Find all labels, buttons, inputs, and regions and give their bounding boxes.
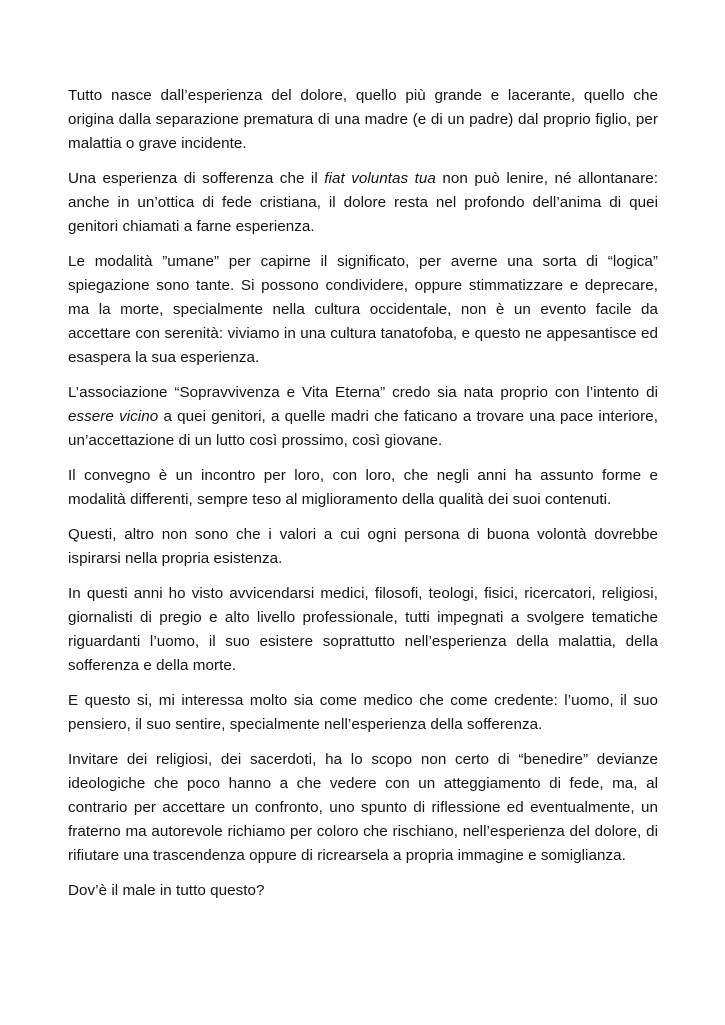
paragraph-italic-text: fiat voluntas tua	[324, 170, 436, 187]
paragraph-1	[68, 84, 658, 156]
paragraph-4	[68, 381, 658, 453]
paragraph-text: L’associazione “Sopravvivenza e Vita Eterna” credo sia nata proprio con l’intento di	[68, 384, 658, 401]
paragraph-text: non può lenire, né allontanare: anche in un’ottica di fede cristiana, il dolore resta nel profondo dell’anima di quei genitori chiamati a farne esperienza.	[68, 170, 658, 235]
paragraph-3	[68, 250, 658, 370]
paragraph-8	[68, 689, 658, 737]
paragraph-7	[68, 582, 658, 678]
paragraph-italic-text: essere vicino	[68, 408, 159, 425]
paragraph-6	[68, 523, 658, 571]
paragraph-text: a quei genitori, a quelle madri che faticano a trovare una pace interiore, un’accettazione di un lutto così prossimo, così giovane.	[68, 408, 658, 449]
paragraph-text: Questi, altro non sono che i valori a cui ogni persona di buona volontà dovrebbe ispirarsi nella propria esistenza.	[68, 526, 658, 567]
paragraph-text: E questo si, mi interessa molto sia come medico che come credente: l’uomo, il suo pensiero, il suo sentire, specialmente nell’esperienza della sofferenza.	[68, 692, 658, 733]
paragraph-text: In questi anni ho visto avvicendarsi medici, filosofi, teologi, fisici, ricercatori, religiosi, giornalisti di pregio e alto livello professionale, tutti impegnati a svolgere tematiche riguardanti l’uomo, il suo esistere soprattutto nell’esperienza della malattia, della sofferenza e della morte.	[68, 585, 658, 674]
paragraph-5	[68, 464, 658, 512]
paragraph-text: Le modalità ”umane” per capirne il significato, per averne una sorta di “logica” spiegazione sono tante. Si possono condividere, oppure stimmatizzare e deprecare, ma la morte, specialmente nella cultura occidentale, non è un evento facile da accettare con serenità: viviamo in una cultura tanatofoba, e questo ne appesantisce ed esaspera la sua esperienza.	[68, 253, 658, 366]
document-body	[68, 84, 658, 903]
paragraph-10	[68, 879, 658, 903]
paragraph-2	[68, 167, 658, 239]
paragraph-text: Tutto nasce dall’esperienza del dolore, quello più grande e lacerante, quello che origina dalla separazione prematura di una madre (e di un padre) dal proprio figlio, per malattia o grave incidente.	[68, 87, 658, 152]
paragraph-9	[68, 748, 658, 868]
paragraph-text: Dov’è il male in tutto questo?	[68, 882, 265, 899]
paragraph-text: Una esperienza di sofferenza che il	[68, 170, 325, 187]
paragraph-text: Invitare dei religiosi, dei sacerdoti, ha lo scopo non certo di “benedire” devianze ideologiche che poco hanno a che vedere con un atteggiamento di fede, ma, al contrario per accettare un confronto, uno spunto di riflessione ed eventualmente, un fraterno ma autorevole richiamo per coloro che rischiano, nell’esperienza del dolore, di rifiutare una trascendenza oppure di ricrearsela a propria immagine e somiglianza.	[68, 751, 658, 864]
paragraph-text: Il convegno è un incontro per loro, con loro, che negli anni ha assunto forme e modalità differenti, sempre teso al miglioramento della qualità dei suoi contenuti.	[68, 467, 658, 508]
